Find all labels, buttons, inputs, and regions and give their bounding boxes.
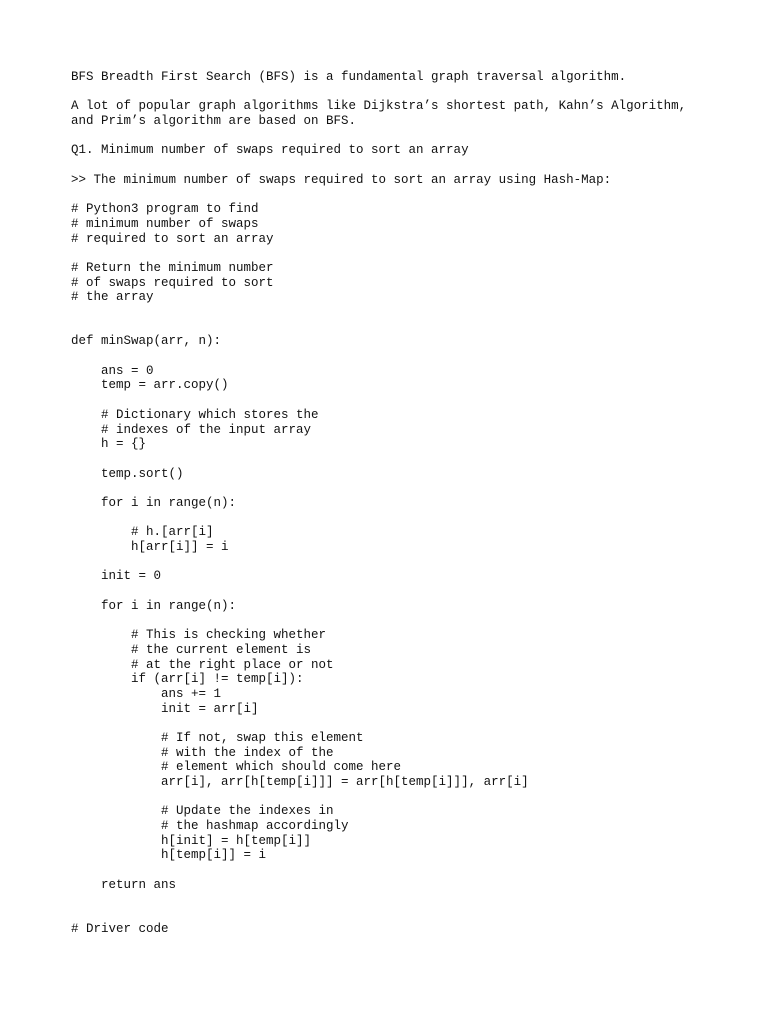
- doc-line: [71, 511, 751, 526]
- doc-line: [71, 863, 751, 878]
- doc-line: arr[i], arr[h[temp[i]]] = arr[h[temp[i]]], arr[i]: [71, 775, 529, 789]
- doc-line: # Return the minimum number: [71, 260, 274, 275]
- doc-line: [71, 85, 751, 100]
- doc-line: [71, 320, 751, 335]
- doc-line: [71, 393, 751, 408]
- doc-line: [71, 246, 751, 261]
- document-page: [71, 70, 751, 937]
- doc-line: [71, 305, 751, 320]
- doc-line: h[temp[i]] = i: [71, 848, 267, 863]
- doc-line: # This is checking whether: [71, 628, 327, 643]
- doc-line: [71, 613, 751, 628]
- doc-line: # at the right place or not: [71, 657, 334, 672]
- doc-line: temp = arr.copy(): [71, 378, 229, 393]
- doc-line: Q1. Minimum number of swaps required to sort an array: [71, 143, 469, 158]
- doc-line: [71, 790, 751, 805]
- doc-line: # indexes of the input array: [71, 422, 312, 437]
- doc-line: for i in range(n):: [71, 495, 237, 510]
- doc-line: # the hashmap accordingly: [71, 819, 349, 834]
- doc-line: [71, 452, 751, 467]
- doc-line: [71, 893, 751, 908]
- doc-line: [71, 584, 751, 599]
- doc-line: # Driver code: [71, 921, 169, 936]
- doc-line: [71, 716, 751, 731]
- doc-line: def minSwap(arr, n):: [71, 334, 222, 349]
- doc-line: for i in range(n):: [71, 598, 237, 613]
- doc-line: # h.[arr[i]: [71, 525, 214, 540]
- doc-line: [71, 158, 751, 173]
- doc-line: init = arr[i]: [71, 701, 259, 716]
- doc-line: h = {}: [71, 437, 147, 452]
- doc-line: # the array: [71, 290, 154, 305]
- doc-line: [71, 188, 751, 203]
- doc-line: h[arr[i]] = i: [71, 540, 229, 554]
- doc-line: BFS Breadth First Search (BFS) is a fundamental graph traversal algorithm.: [71, 70, 627, 84]
- doc-line: # If not, swap this element: [71, 730, 364, 745]
- doc-line: [71, 129, 751, 144]
- doc-line: # required to sort an array: [71, 231, 274, 246]
- doc-line: >> The minimum number of swaps required to sort an array using Hash-Map:: [71, 172, 612, 187]
- doc-line: [71, 349, 751, 364]
- doc-line: ans += 1: [71, 686, 222, 701]
- doc-line: # the current element is: [71, 642, 312, 657]
- doc-line: ans = 0: [71, 363, 154, 378]
- doc-line: [71, 907, 751, 922]
- doc-line: h[init] = h[temp[i]]: [71, 833, 312, 848]
- doc-line: return ans: [71, 877, 177, 892]
- doc-line: and Prim’s algorithm are based on BFS.: [71, 114, 357, 129]
- doc-line: # element which should come here: [71, 760, 402, 775]
- doc-line: A lot of popular graph algorithms like Dijkstra’s shortest path, Kahn’s Algorithm,: [71, 99, 687, 114]
- doc-line: # with the index of the: [71, 745, 334, 760]
- doc-line: [71, 481, 751, 496]
- doc-line: if (arr[i] != temp[i]):: [71, 672, 304, 687]
- doc-line: # Dictionary which stores the: [71, 407, 319, 422]
- doc-line: # Python3 program to find: [71, 202, 259, 217]
- doc-line: # Update the indexes in: [71, 804, 334, 819]
- doc-line: init = 0: [71, 569, 162, 584]
- doc-line: # of swaps required to sort: [71, 275, 274, 290]
- doc-line: # minimum number of swaps: [71, 216, 259, 231]
- doc-line: [71, 555, 751, 570]
- doc-line: temp.sort(): [71, 466, 184, 481]
